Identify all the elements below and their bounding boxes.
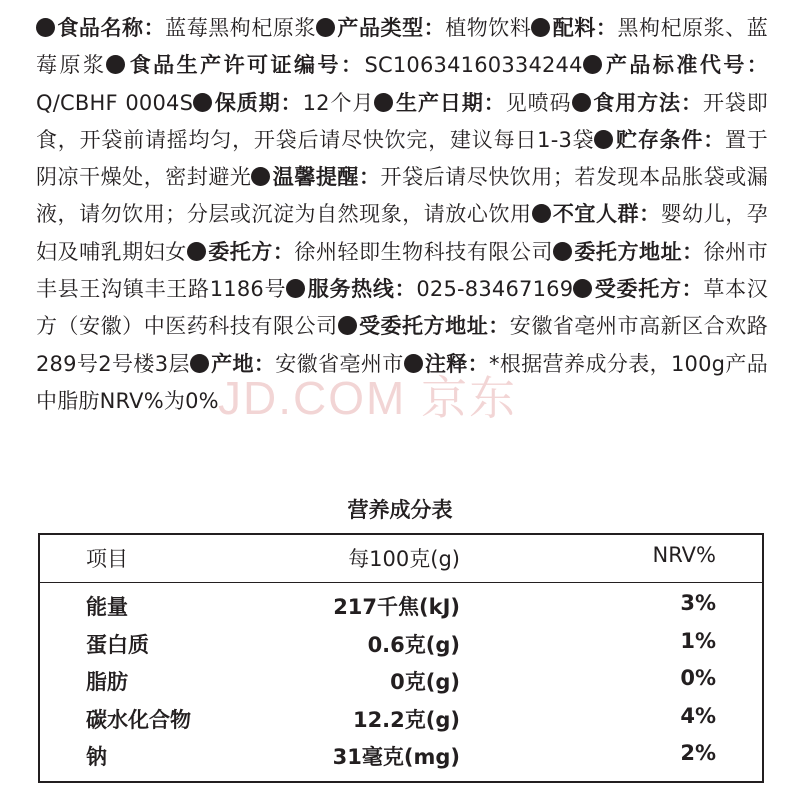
bullet-dot-icon — [316, 18, 335, 37]
info-label: 温馨提醒： — [272, 165, 381, 190]
nutrient-amount: 12.2克(g) — [352, 707, 460, 732]
info-value: SC10634160334244 — [364, 53, 583, 78]
nutrition-row — [40, 625, 762, 661]
bullet-dot-icon — [573, 279, 592, 298]
info-value: 蓝莓黑枸杞原浆 — [165, 16, 317, 40]
bullet-dot-icon — [583, 55, 602, 74]
info-label: 注释： — [424, 351, 489, 376]
watermark: JD.COM 京东 — [218, 372, 518, 424]
nutrient-nrv: 2% — [680, 741, 716, 765]
info-value: *根据营养成分表，100g产品中脂肪NRV%为0% — [36, 351, 768, 413]
bullet-dot-icon — [594, 130, 613, 149]
bullet-dot-icon — [193, 93, 212, 112]
nutrition-header-row — [40, 539, 762, 575]
info-value: 开袋即食，开袋前请摇均匀，开袋后请尽快饮完，建议每日1-3袋 — [36, 90, 769, 152]
nutrition-row — [40, 700, 762, 736]
info-label: 不宜人群： — [552, 202, 661, 227]
bullet-dot-icon — [532, 204, 551, 223]
header-nrv: NRV% — [652, 543, 716, 567]
bullet-dot-icon — [190, 354, 209, 373]
nutrient-name: 脂肪 — [86, 670, 128, 694]
info-label: 产品标准代号： — [603, 53, 768, 78]
info-value: 植物饮料 — [445, 16, 532, 40]
header-item: 项目 — [86, 547, 128, 571]
nutrition-row — [40, 587, 762, 623]
info-label: 食用方法： — [592, 90, 703, 115]
info-label: 受委托方地址： — [358, 314, 510, 339]
nutrient-amount: 217千焦(kJ) — [333, 595, 460, 619]
nutrient-amount: 0克(g) — [390, 670, 460, 694]
info-label: 保质期： — [214, 90, 303, 115]
bullet-dot-icon — [187, 242, 206, 261]
bullet-dot-icon — [251, 167, 270, 186]
bullet-dot-icon — [553, 242, 572, 261]
info-value: 安徽省亳州市高新区合欢路289号2号楼3层 — [36, 314, 768, 376]
nutrient-amount: 0.6克(g) — [367, 632, 460, 657]
info-label: 委托方地址： — [574, 239, 704, 264]
bullet-dot-icon — [404, 354, 423, 373]
info-value: 草本汉方（安徽）中医药科技有限公司 — [36, 277, 769, 339]
nutrient-nrv: 4% — [680, 703, 716, 728]
info-value: 置于阴凉干燥处，密封避光 — [36, 127, 769, 190]
info-label: 产地： — [210, 351, 276, 376]
nutrition-table — [38, 533, 764, 783]
info-value: 婴幼儿，孕妇及哺乳期妇女 — [36, 202, 769, 264]
nutrition-row — [40, 737, 762, 773]
info-label: 产品类型： — [337, 16, 446, 40]
nutrition-table-title: 营养成分表 — [347, 498, 453, 522]
info-label: 生产日期： — [395, 90, 506, 115]
info-value: 12个月 — [302, 90, 375, 115]
info-label: 配料： — [552, 16, 618, 40]
nutrient-name: 能量 — [86, 595, 128, 619]
info-value: 025-83467169 — [416, 277, 574, 302]
info-value: 开袋后请尽快饮用；若发现本品胀袋或漏液，请勿饮用；分层或沉淀为自然现象，请放心饮用 — [36, 165, 768, 227]
bullet-dot-icon — [374, 93, 393, 112]
bullet-dot-icon — [36, 18, 55, 37]
nutrition-row — [40, 662, 762, 698]
nutrient-amount: 31毫克(mg) — [332, 745, 460, 769]
info-label: 食品名称： — [57, 16, 166, 40]
nutrient-nrv: 1% — [680, 628, 716, 653]
info-label: 受委托方： — [594, 277, 704, 302]
header-divider — [40, 582, 762, 583]
info-label: 贮存条件： — [615, 127, 726, 152]
nutrient-name: 钠 — [86, 745, 107, 769]
nutrient-nrv: 0% — [680, 666, 716, 690]
header-per100g: 每100克(g) — [348, 547, 460, 571]
nutrient-name: 蛋白质 — [86, 632, 149, 657]
info-value: Q/CBHF 0004S — [36, 90, 194, 115]
nutrient-name: 碳水化合物 — [86, 707, 191, 732]
info-value: 徐州市丰县王沟镇丰王路1186号 — [36, 239, 768, 302]
bullet-dot-icon — [572, 93, 591, 112]
info-label: 食品生产许可证编号： — [127, 53, 365, 78]
info-label: 委托方： — [207, 239, 295, 264]
info-value: 见喷码 — [505, 90, 572, 115]
info-value: 安徽省亳州市 — [275, 351, 404, 376]
bullet-dot-icon — [286, 279, 305, 298]
bullet-dot-icon — [106, 55, 125, 74]
nutrient-nrv: 3% — [680, 591, 716, 615]
info-value: 徐州轻即生物科技有限公司 — [294, 239, 554, 264]
product-info-block — [36, 10, 768, 420]
bullet-dot-icon — [531, 18, 550, 37]
bullet-dot-icon — [338, 316, 357, 335]
info-value: 黑枸杞原浆、蓝莓原浆 — [36, 16, 768, 78]
info-label: 服务热线： — [307, 277, 417, 302]
